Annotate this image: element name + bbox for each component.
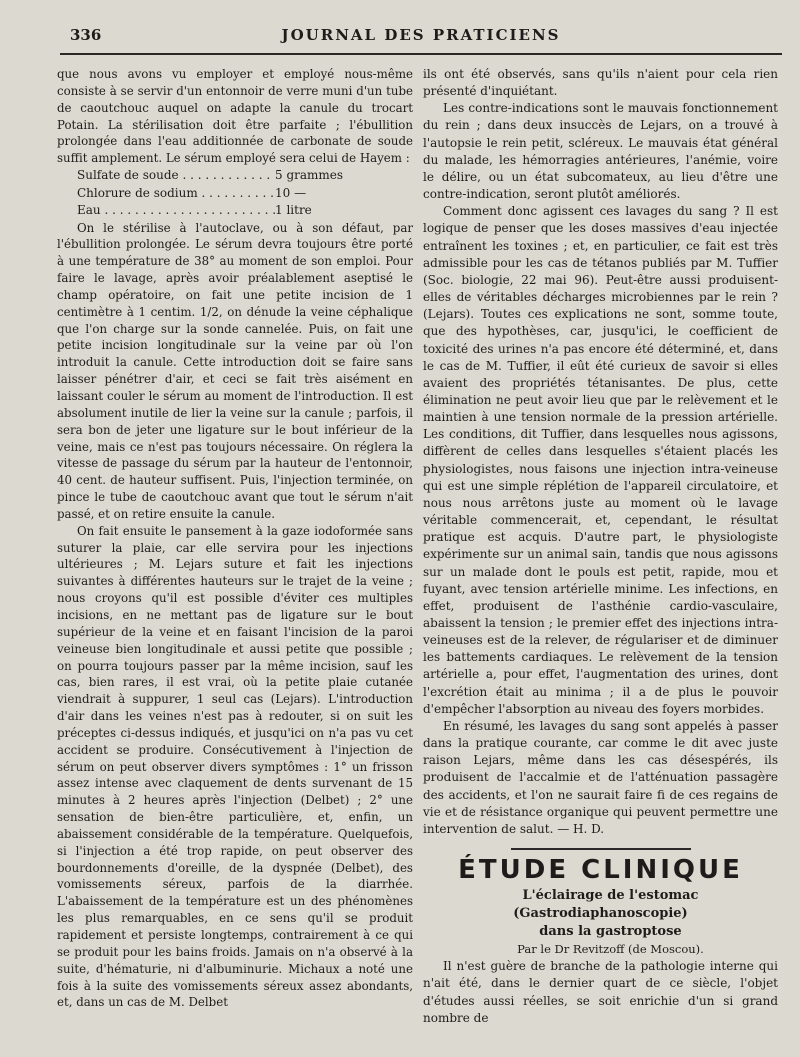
article-title: L'éclairage de l'estomac (Gastrodiaphanoscopie) — [513, 888, 699, 922]
paragraph: En résumé, les lavages du sang sont appelés à passer dans la pratique courante, car comme le dit avec juste raison Lejars, même dans les cas désespérés, ils produisent de l'accalmie et de l'atténuation passagère des accidents, et l'on ne saurait faire fi de ces regains de vie et de résistance organique qui peuvent permettre une intervention de salut. — H. D. — [423, 718, 778, 836]
recipe-ingredient: Eau . . . — [77, 202, 275, 220]
section-title: ÉTUDE CLINIQUE — [458, 855, 743, 886]
recipe-quantity: 5 grammes — [275, 168, 344, 183]
paragraph: On le stérilise à l'autoclave, ou à son défaut, par l'ébullition prolongée. Le sérum devra toujours être porté à une température de 38° au moment de son emploi. Pour faire le lavage, après avoir préalablement aseptisé le champ opératoire, on fait une petite incision de 1 centimètre à 1 centim. 1/2, on dénude la veine céphalique que l'on charge sur la sonde cannelée. Puis, on fait une petite incision longitudinale sur la veine par où l'on introduit la canule. Cette introduction doit se faire sans laisser pénétrer d'air, et ceci se fait très aisément en laissant couler le sérum au moment de l'introduction. Il est absolument inutile de lier la veine sur la canule ; parfois, il sera bon de jeter une ligature sur le bout inférieur de la veine, mais ce n'est pas toujours nécessaire. On réglera la vitesse de passage du sérum par la hauteur de l'entonnoir, 40 cent. de hauteur suffisent. Puis, l'injection terminée, on pince le tube de caoutchouc avant que tout le sérum n'ait passé, et on retire ensuite la canule. — [57, 220, 413, 521]
page-number: 336 — [70, 26, 102, 44]
recipe-quantity: 1 litre — [275, 203, 312, 218]
section-divider — [511, 848, 691, 850]
article-subtitle: dans la gastroptose — [539, 924, 682, 940]
right-column — [423, 66, 778, 1027]
paragraph: que nous avons vu employer et employé nous-même consiste à se servir d'un entonnoir de verre muni d'un tube de caoutchouc auquel on adapte la canule du trocart Potain. La stérilisation doit être parfaite ; l'ébullition prolongée dans l'eau additionnée de carbonate de soude suffit amplement. Le sérum employé sera celui de Hayem : — [57, 67, 413, 166]
running-title: JOURNAL DES PRATICIENS — [281, 26, 561, 44]
article-byline: Par le Dr Revitzoff (de Moscou). — [517, 942, 704, 957]
recipe-ingredient: Chlorure de sodium . . . — [77, 185, 275, 203]
paragraph: Les contre-indications sont le mauvais fonctionnement du rein ; dans deux insuccès de Lejars, on a trouvé à l'autopsie le rein petit, scléreux. Le mauvais état général du malade, les hémorragies antérieures, l'anémie, voire le délire, ou un état subcomateux, au lieu d'être une contre-indication, seront plutôt améliorés. — [423, 101, 778, 202]
serum-recipe — [77, 167, 413, 220]
page-header — [62, 24, 780, 48]
paragraph: Il n'est guère de branche de la pathologie interne qui n'ait été, dans le dernier quart de ce siècle, l'objet d'études aussi réelles, se soit enrichie d'un si grand nombre de — [423, 959, 778, 1025]
recipe-ingredient: Sulfate de soude . . . — [77, 167, 275, 185]
recipe-row — [77, 167, 413, 185]
recipe-quantity: 10 — — [275, 185, 307, 200]
left-column — [57, 66, 413, 1011]
paragraph: On fait ensuite le pansement à la gaze iodoformée sans suturer la plaie, car elle servira pour les injections ultérieures ; M. Lejars suture et fait les injections suivantes à différentes hauteurs sur le trajet de la veine ; nous croyons qu'il est possible d'éviter ces multiples incisions, en ne mettant pas de ligature sur le bout supérieur de la veine et en faisant l'incision de la paroi veineuse bien longitudinale et aussi petite que possible ; on pourra toujours passer par la même incision, sauf les cas, bien rares, il est vrai, où la petite plaie cutanée viendrait à suppurer, 1 seul cas (Lejars). L'introduction d'air dans les veines n'est pas à redouter, si on suit les préceptes ci-dessus indiqués, et jusqu'ici on n'a pas vu cet accident se produire. Consécutivement à l'injection de sérum on peut observer divers symptômes : 1° un frisson assez intense avec claquement de dents survenant de 15 minutes à 2 heures après l'injection (Delbet) ; 2° une sensation de bien-être particulière, et, enfin, un abaissement considérable de la température. Quelquefois, si l'injection a été trop rapide, on peut observer des bourdonnements d'oreille, de la dyspnée (Delbet), des vomissements séreux, parfois de la diarrhée. L'abaissement de la température est un des phénomènes les plus remarquables, en ce sens qu'il se produit rapidement et persiste longtemps, contrairement à ce qui se produit pour les bains froids. Jamais on n'a observé à la suite, d'hématurie, ni d'albuminurie. Michaux a noté une fois à la suite des vomissements séreux assez abondants, et, dans un cas de M. Delbet — [57, 523, 413, 1010]
paragraph: ils ont été observés, sans qu'ils n'aient pour cela rien présenté d'inquiétant. — [423, 67, 778, 99]
paragraph: Comment donc agissent ces lavages du sang ? Il est logique de penser que les doses massives d'eau injectée entraînent les toxines ; et, en particulier, ce fait est très admissible pour les cas de tétanos publiés par M. Tuffier (Soc. biologie, 22 mai 96). Peut-être aussi produisent-elles de véritables décharges microbiennes par le rein ? (Lejars). Toutes ces explications ne sont, somme toute, que des hypothèses, car, jusqu'ici, le coefficient de toxicité des urines n'a pas encore été déterminé, et, dans le cas de M. Tuffier, il eût été curieux de savoir si elles avaient des propriétés tétanisantes. De plus, cette élimination ne peut avoir lieu que par le relèvement et le maintien à une tension normale de la pression artérielle. Les conditions, dit Tuffier, dans lesquelles nous agissons, diffèrent de celles dans lesquelles s'étaient placés les physiologistes, nous faisons une injection intra-veineuse qui est une simple réplétion de l'appareil circulatoire, et nous nous arrêtons juste au moment où le lavage véritable commencerait, et, cependant, le résultat pratique est acquis. D'autre part, le physiologiste expérimente sur un animal sain, tandis que nous agissons sur un malade dont le pouls est petit, rapide, mou et fuyant, avec tension artérielle minime. Les infections, en effet, produisent de l'asthénie cardio-vasculaire, abaissent la tension ; le premier effet des injections intra-veineuses est de la relever, de régulariser et de diminuer les battements cardiaques. Le relèvement de la tension artérielle a, pour effet, l'augmentation des urines, dont l'excrétion était au minima ; il a de plus le pouvoir d'empêcher l'absorption au niveau des foyers morbides. — [423, 204, 778, 716]
header-rule — [60, 53, 782, 55]
recipe-row — [77, 185, 413, 203]
recipe-row — [77, 202, 413, 220]
